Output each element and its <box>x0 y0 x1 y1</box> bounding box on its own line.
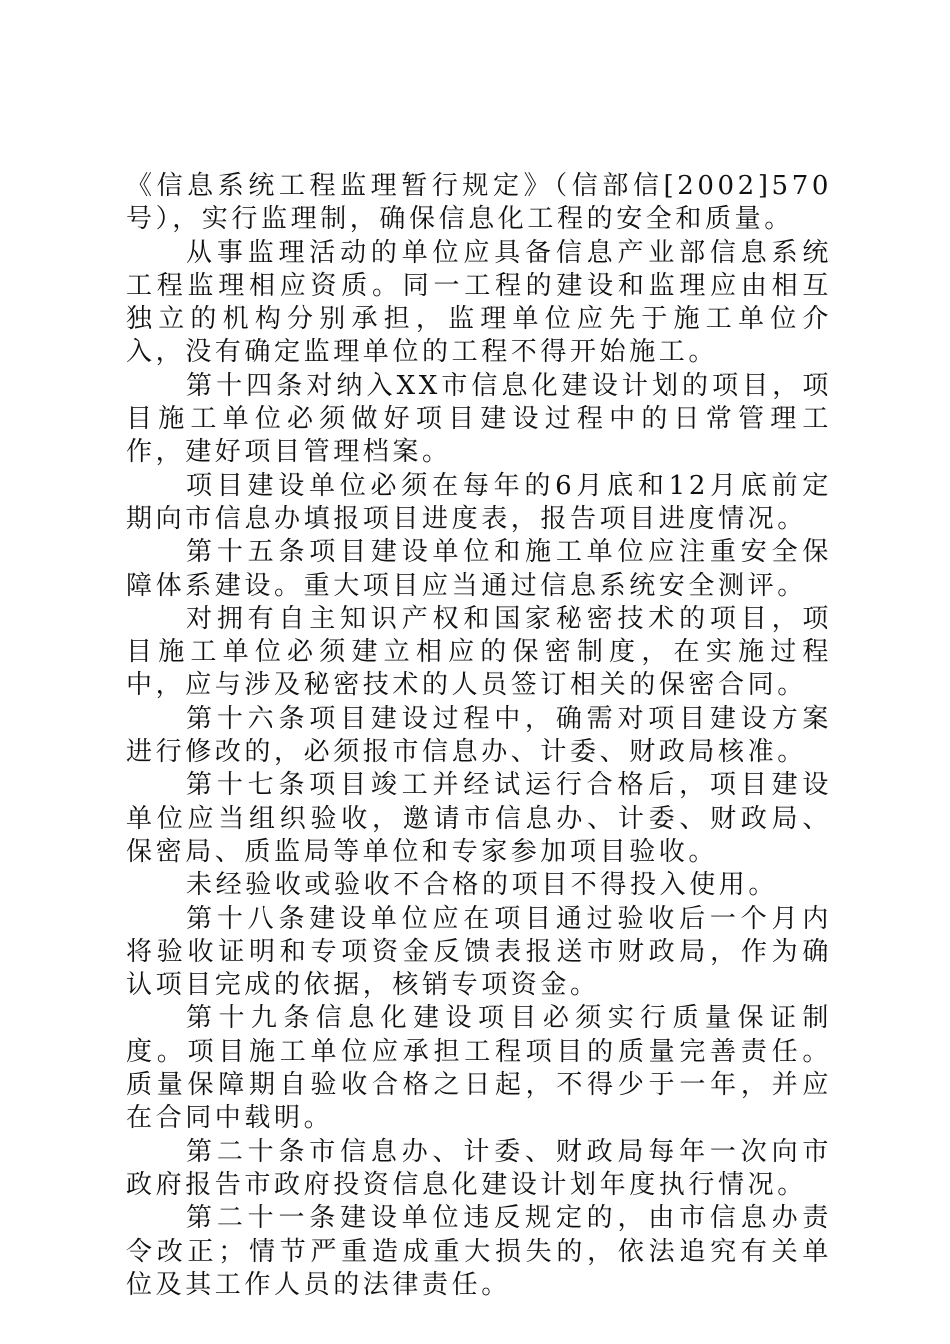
paragraph-progress-report: 项目建设单位必须在每年的6月底和12月底前定期向市信息办填报项目进度表，报告项目进度情况。 <box>126 470 832 534</box>
paragraph-article-15: 第十五条项目建设单位和施工单位应注重安全保障体系建设。重大项目应当通过信息系统安全测评。 <box>126 537 832 601</box>
paragraph-article-17: 第十七条项目竣工并经试运行合格后，项目建设单位应当组织验收，邀请市信息办、计委、财政局、保密局、质监局等单位和专家参加项目验收。 <box>126 770 832 867</box>
paragraph-article-20: 第二十条市信息办、计委、财政局每年一次向市政府报告市政府投资信息化建设计划年度执行情况。 <box>126 1136 832 1200</box>
paragraph-article-16: 第十六条项目建设过程中，确需对项目建设方案进行修改的，必须报市信息办、计委、财政局核准。 <box>126 703 832 768</box>
paragraph-article-21: 第二十一条建设单位违反规定的，由市信息办责令改正；情节严重造成重大损失的，依法追究有关单位及其工作人员的法律责任。 <box>126 1203 832 1300</box>
paragraph-confidentiality: 对拥有自主知识产权和国家秘密技术的项目，项目施工单位必须建立相应的保密制度，在实施过程中，应与涉及秘密技术的人员签订相关的保密合同。 <box>126 603 832 701</box>
paragraph-supervision-qualification: 从事监理活动的单位应具备信息产业部信息系统工程监理相应资质。同一工程的建设和监理应由相互独立的机构分别承担，监理单位应先于施工单位介入，没有确定监理单位的工程不得开始施工。 <box>126 237 832 368</box>
document-body <box>126 170 832 1302</box>
paragraph-acceptance-rule: 未经验收或验收不合格的项目不得投入使用。 <box>186 870 779 901</box>
paragraph-article-18: 第十八条建设单位应在项目通过验收后一个月内将验收证明和专项资金反馈表报送市财政局，作为确认项目完成的依据，核销专项资金。 <box>126 903 832 1001</box>
paragraph-article-19: 第十九条信息化建设项目必须实行质量保证制度。项目施工单位应承担工程项目的质量完善责任。质量保障期自验收合格之日起，不得少于一年，并应在合同中载明。 <box>126 1003 832 1134</box>
paragraph-article-14: 第十四条对纳入XX市信息化建设计划的项目，项目施工单位必须做好项目建设过程中的日常管理工作，建好项目管理档案。 <box>126 370 832 468</box>
paragraph-continuation: 《信息系统工程监理暂行规定》（信部信[2002]570号），实行监理制，确保信息化工程的安全和质量。 <box>126 171 832 235</box>
